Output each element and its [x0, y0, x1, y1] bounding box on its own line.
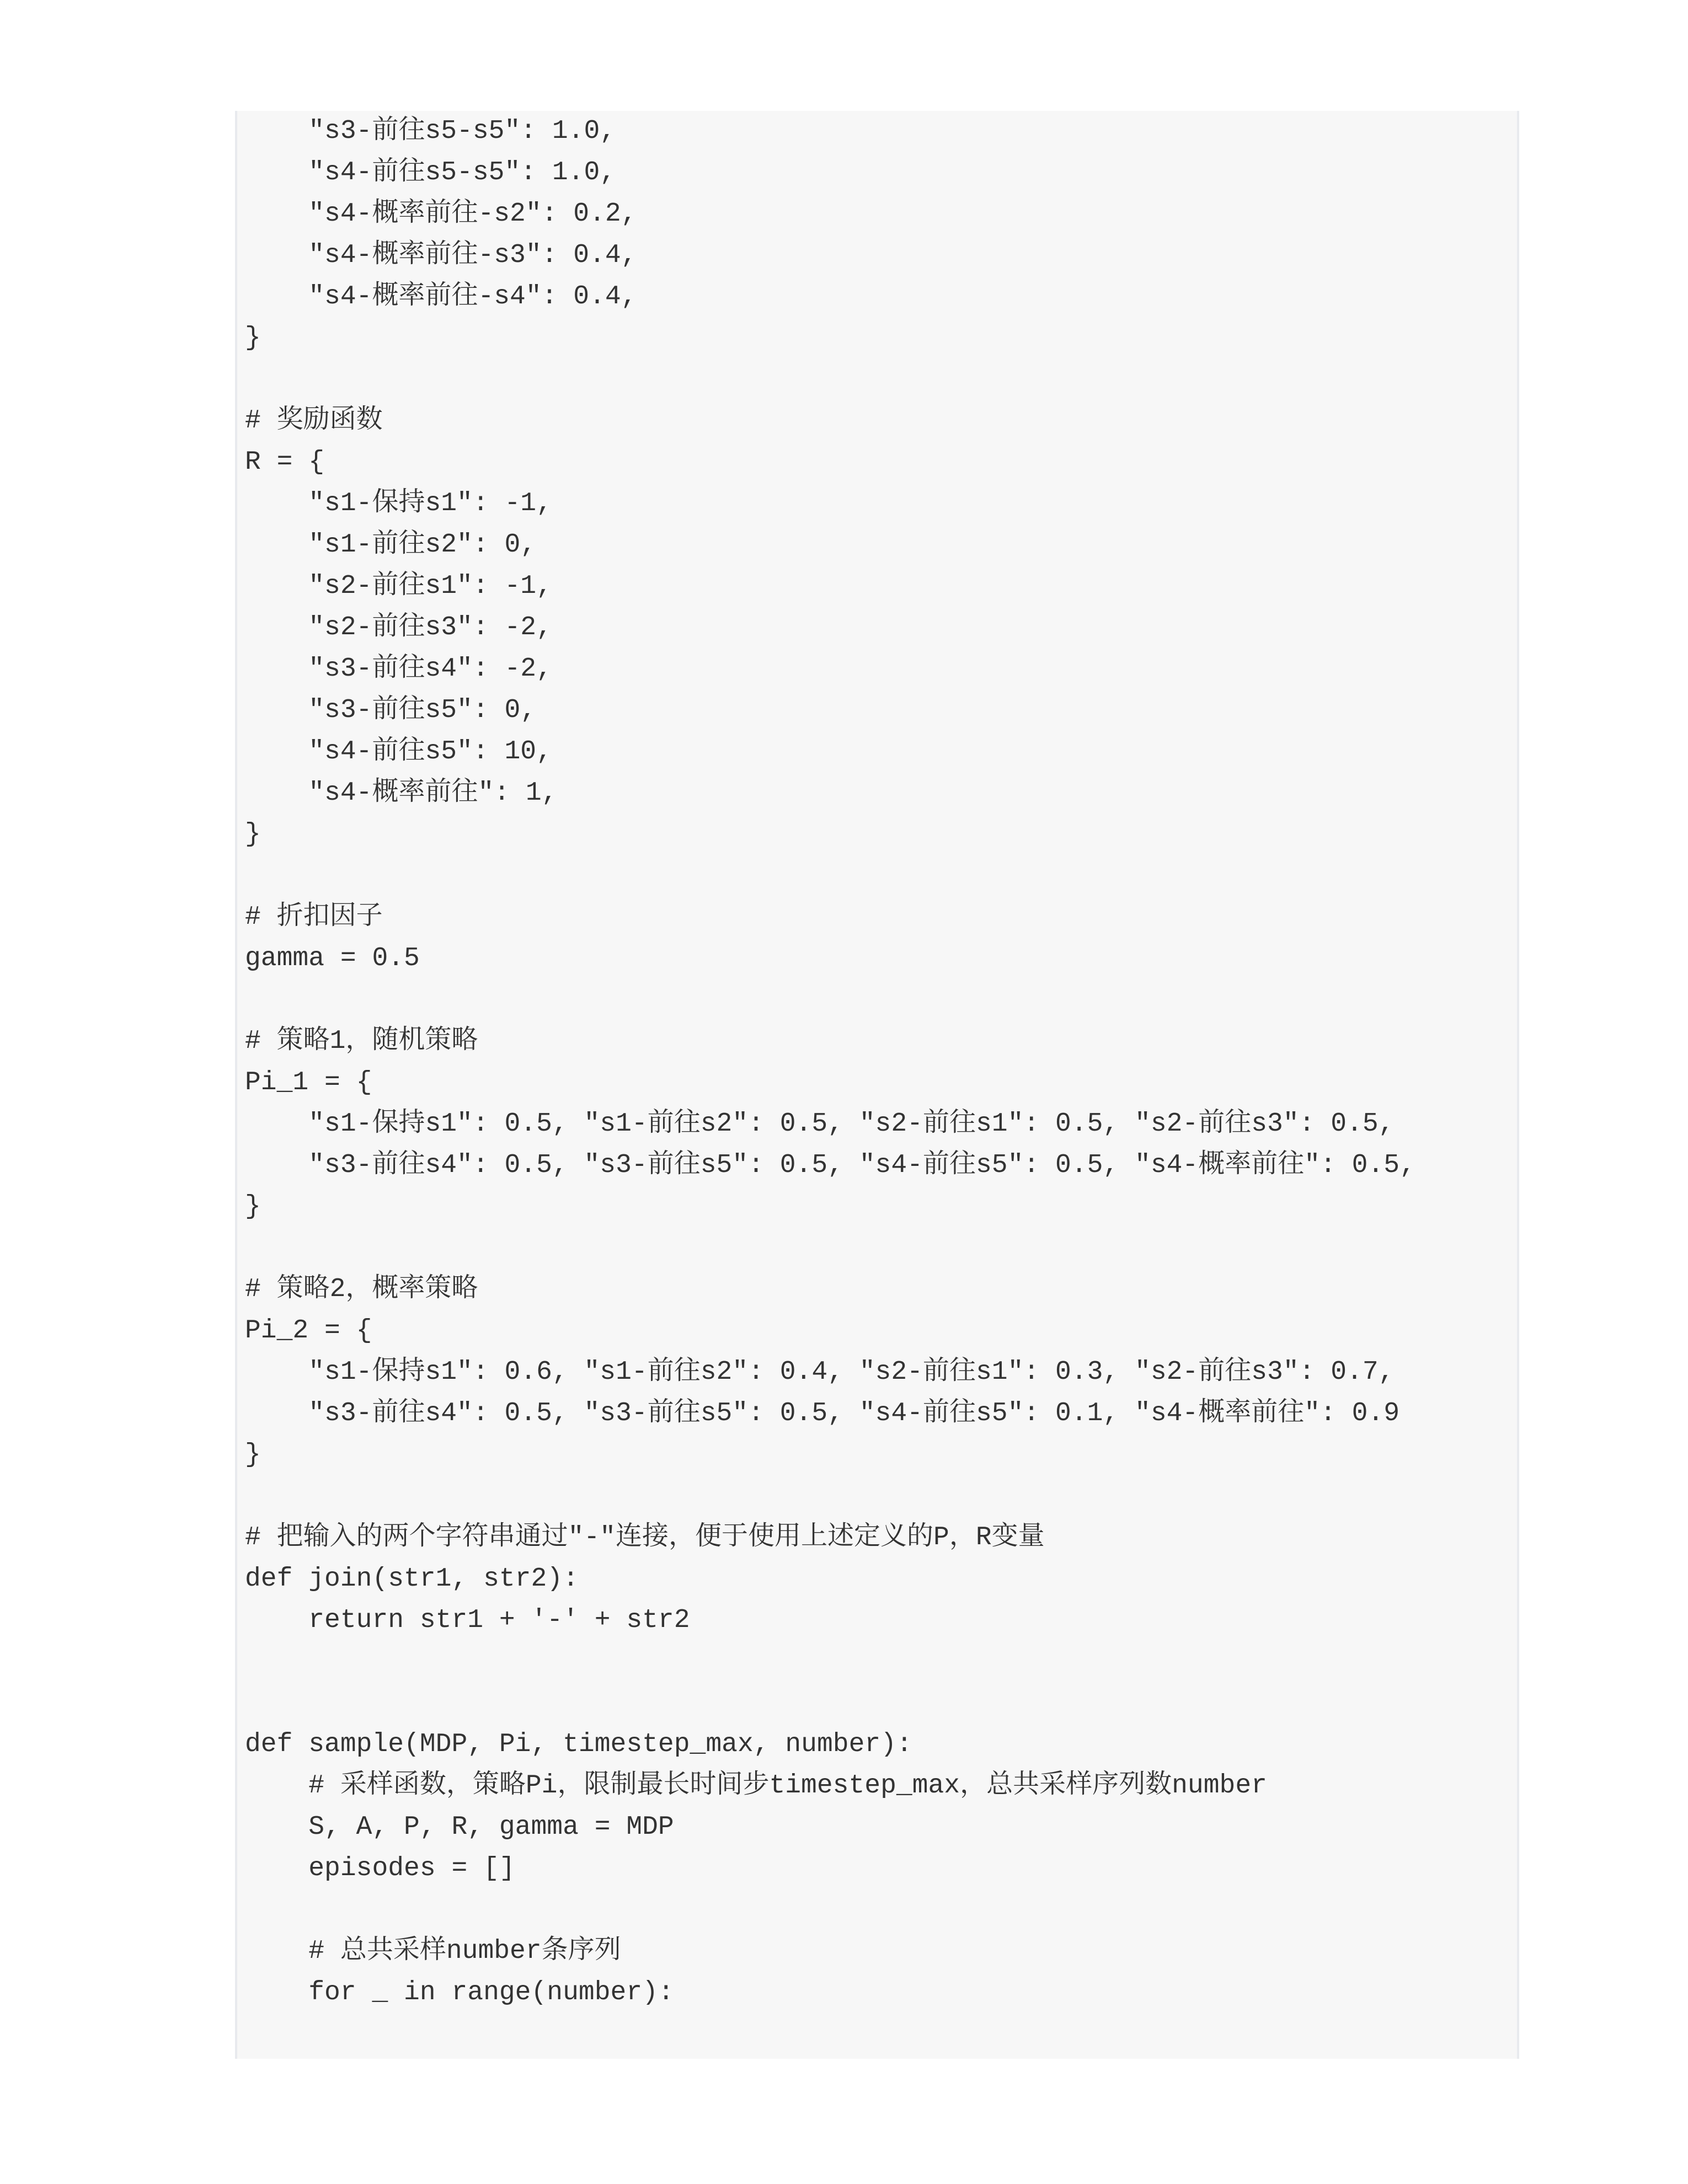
code-line: "s1-前往s2": 0,	[245, 530, 537, 560]
code-line: "s3-前往s4": 0.5, "s3-前往s5": 0.5, "s4-前往s5": 0.1, "s4-概率前往": 0.9	[245, 1399, 1400, 1428]
comment-line: # 策略2，概率策略	[245, 1275, 478, 1304]
code-line: Pi_1 = {	[245, 1068, 372, 1098]
comment-line: # 把输入的两个字符串通过"-"连接，便于使用上述定义的P，R变量	[245, 1523, 1045, 1553]
code-line: return str1 + '-' + str2	[245, 1605, 690, 1635]
code-line	[245, 1228, 1415, 1269]
code-line: "s2-前往s3": -2,	[245, 613, 552, 643]
comment-line: # 奖励函数	[245, 406, 383, 436]
code-block	[235, 111, 1519, 2059]
code-line: gamma = 0.5	[245, 944, 420, 973]
code-line	[245, 1476, 1415, 1517]
code-content	[245, 111, 1415, 2014]
code-line: }	[245, 1192, 261, 1222]
code-line: "s4-前往s5-s5": 1.0,	[245, 158, 616, 188]
code-line	[245, 359, 1415, 400]
code-line: Pi_2 = {	[245, 1316, 372, 1346]
code-line: }	[245, 820, 261, 849]
code-line: episodes = []	[245, 1854, 515, 1883]
code-line: "s4-概率前往-s2": 0.2,	[245, 199, 637, 229]
code-line: "s3-前往s4": 0.5, "s3-前往s5": 0.5, "s4-前往s5": 0.5, "s4-概率前往": 0.5,	[245, 1150, 1415, 1180]
code-line: "s3-前往s5": 0,	[245, 695, 537, 725]
code-line: "s1-保持s1": 0.6, "s1-前往s2": 0.4, "s2-前往s1": 0.3, "s2-前往s3": 0.7,	[245, 1357, 1395, 1387]
code-line: }	[245, 1440, 261, 1470]
code-line: "s1-保持s1": -1,	[245, 489, 552, 518]
code-line: def join(str1, str2):	[245, 1564, 579, 1594]
comment-line: # 策略1，随机策略	[245, 1026, 478, 1056]
code-line	[245, 1889, 1415, 1931]
code-line	[245, 1641, 1415, 1683]
code-line	[245, 979, 1415, 1021]
code-line	[245, 1683, 1415, 1724]
code-line: "s2-前往s1": -1,	[245, 571, 552, 601]
code-line: "s3-前往s5-s5": 1.0,	[245, 116, 616, 146]
comment-line: # 采样函数，策略Pi，限制最长时间步timestep_max，总共采样序列数number	[245, 1771, 1267, 1801]
comment-line: # 总共采样number条序列	[245, 1936, 621, 1966]
code-line: }	[245, 323, 261, 353]
code-line: "s4-前往s5": 10,	[245, 737, 552, 767]
code-line: S, A, P, R, gamma = MDP	[245, 1812, 674, 1842]
code-line: def sample(MDP, Pi, timestep_max, number):	[245, 1730, 912, 1759]
code-line	[245, 855, 1415, 897]
code-line: "s4-概率前往-s3": 0.4,	[245, 240, 637, 270]
comment-line: # 折扣因子	[245, 902, 383, 932]
code-line: R = {	[245, 447, 325, 477]
code-line: "s4-概率前往-s4": 0.4,	[245, 282, 637, 312]
code-line: "s1-保持s1": 0.5, "s1-前往s2": 0.5, "s2-前往s1": 0.5, "s2-前往s3": 0.5,	[245, 1109, 1395, 1139]
code-line: for _ in range(number):	[245, 1978, 674, 2008]
code-line: "s3-前往s4": -2,	[245, 654, 552, 684]
code-line: "s4-概率前往": 1,	[245, 778, 558, 808]
